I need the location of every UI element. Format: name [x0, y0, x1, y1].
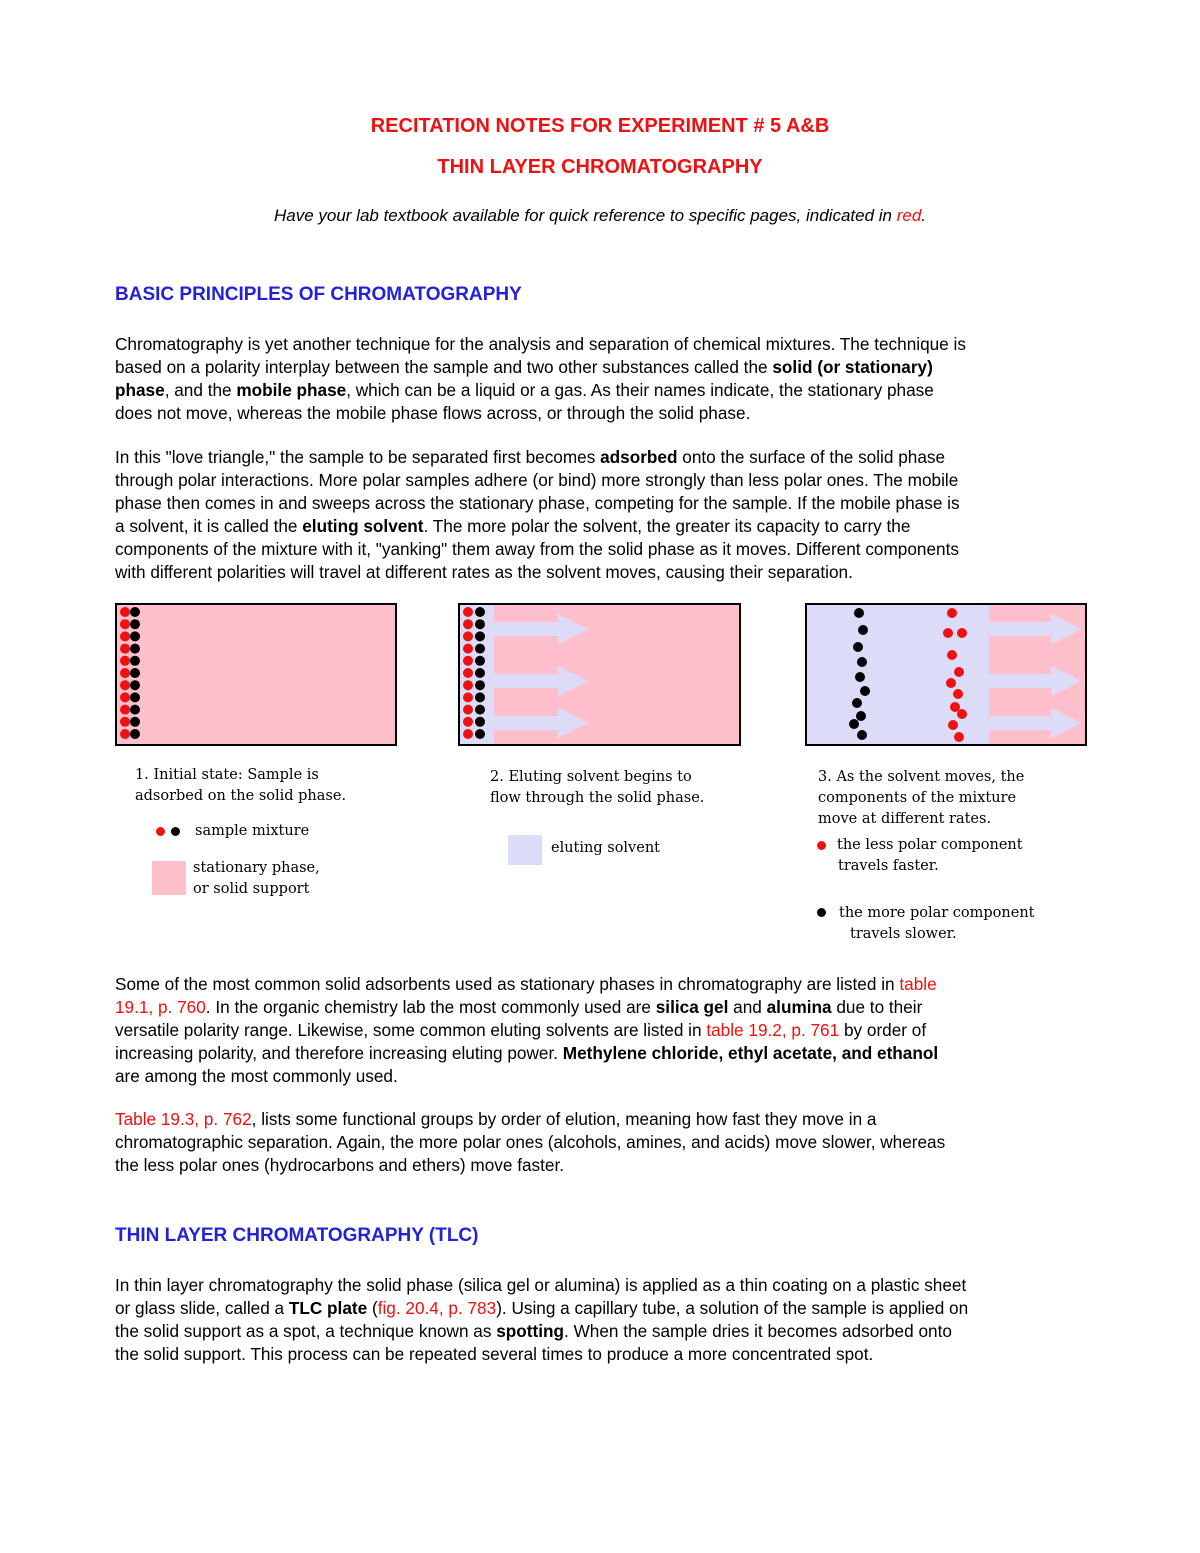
text-line: are among the most commonly used.: [115, 1066, 398, 1086]
sample-dot-black: [130, 644, 140, 654]
reference-note-end: .: [921, 206, 927, 225]
bold-term: spotting: [496, 1321, 565, 1341]
text-span: and: [728, 997, 767, 1017]
section-heading-tlc: THIN LAYER CHROMATOGRAPHY (TLC): [115, 1225, 479, 1246]
text-line: [115, 1019, 1090, 1042]
diagram-panel-solvent-begins: [458, 603, 741, 746]
sample-dot-red: [120, 692, 130, 702]
sample-dot-red: [463, 668, 473, 678]
sample-dot-red: [120, 668, 130, 678]
solvent-flow-arrow: [494, 666, 588, 696]
paragraph-love-triangle: [115, 446, 1090, 584]
caption-line: adsorbed on the solid phase.: [135, 788, 347, 804]
less-polar-dot: [943, 628, 953, 638]
sample-dot-red: [120, 607, 130, 617]
reference-note-red: red: [896, 206, 922, 225]
more-polar-dot: [858, 625, 868, 635]
sample-dot-black: [130, 705, 140, 715]
text-span: onto the surface of the solid phase: [677, 447, 946, 467]
legend-black-dot-icon: [171, 827, 180, 836]
text-line: [115, 446, 1090, 469]
sample-dot-red: [120, 631, 130, 641]
text-line: [115, 379, 1090, 402]
text-line: with different polarities will travel at different rates as the solvent moves, causing their separation.: [115, 562, 853, 582]
sample-dot-red: [120, 680, 130, 690]
caption-line: 3. As the solvent moves, the: [818, 769, 1025, 785]
diagram-panel-initial-state: [115, 603, 397, 746]
bold-term: eluting solvent: [302, 516, 424, 536]
caption-line: components of the mixture: [818, 790, 1017, 806]
sample-dot-black: [475, 729, 485, 739]
text-span: due to their: [831, 997, 923, 1017]
more-polar-dot: [856, 711, 866, 721]
sample-dot-black: [130, 680, 140, 690]
sample-dot-red: [120, 644, 130, 654]
legend-stationary-phase: [193, 858, 320, 900]
caption-line: move at different rates.: [818, 811, 992, 827]
more-polar-dot: [849, 719, 859, 729]
sample-dot-red: [463, 607, 473, 617]
sample-dot-black: [475, 717, 485, 727]
sample-dot-black: [130, 656, 140, 666]
sample-dot-black: [475, 692, 485, 702]
legend-line: travels slower.: [850, 926, 957, 942]
sample-dot-red: [463, 644, 473, 654]
sample-dot-black: [130, 692, 140, 702]
bold-term: mobile phase: [236, 380, 347, 400]
legend-sample-mixture: sample mixture: [195, 823, 310, 839]
sample-dot-black: [130, 729, 140, 739]
caption-line: 1. Initial state: Sample is: [135, 767, 319, 783]
sample-dot-red: [120, 656, 130, 666]
sample-dot-black: [130, 717, 140, 727]
sample-dot-red: [463, 656, 473, 666]
sample-dot-black: [130, 668, 140, 678]
text-line: components of the mixture with it, "yanking" them away from the solid phase as it moves. Different components: [115, 539, 959, 559]
page-reference: fig. 20.4, p. 783: [377, 1298, 497, 1318]
more-polar-dot: [853, 642, 863, 652]
sample-dot-black: [475, 607, 485, 617]
sample-dot-black: [475, 705, 485, 715]
sample-dot-red: [120, 729, 130, 739]
text-line: [115, 996, 1090, 1019]
bold-term: silica gel: [655, 997, 729, 1017]
text-span: ). Using a capillary tube, a solution of the sample is applied on: [496, 1298, 969, 1318]
sample-dot-black: [130, 631, 140, 641]
legend-line: stationary phase,: [193, 860, 320, 876]
text-span: , which can be a liquid or a gas. As their names indicate, the stationary phase: [346, 380, 934, 400]
text-span: , and the: [164, 380, 237, 400]
paragraph-intro: [115, 333, 1090, 425]
less-polar-dot: [953, 689, 963, 699]
text-span: based on a polarity interplay between the sample and two other substances called the: [115, 357, 773, 377]
sample-dot-red: [463, 631, 473, 641]
paragraph-elution-order: [115, 1108, 1090, 1177]
page-reference: Table 19.3, p. 762: [115, 1109, 252, 1129]
sample-dot-red: [463, 717, 473, 727]
text-span: Some of the most common solid adsorbents used as stationary phases in chromatography are listed in: [115, 974, 900, 994]
sample-dot-red: [463, 619, 473, 629]
document-subtitle: THIN LAYER CHROMATOGRAPHY: [437, 156, 763, 178]
more-polar-dot: [857, 730, 867, 740]
text-line: phase then comes in and sweeps across the stationary phase, competing for the sample. If the mobile phase is: [115, 493, 960, 513]
legend-line: travels faster.: [838, 858, 939, 874]
bold-term: phase: [115, 380, 165, 400]
legend-line: the more polar component: [839, 905, 1035, 921]
text-line: does not move, whereas the mobile phase flows across, or through the solid phase.: [115, 403, 751, 423]
sample-dot-red: [120, 619, 130, 629]
solvent-flow-arrow: [494, 614, 588, 644]
solvent-flow-arrow: [494, 708, 588, 738]
bold-term: adsorbed: [600, 447, 678, 467]
sample-dot-red: [463, 692, 473, 702]
diagram-panel-separation: [805, 603, 1087, 746]
caption-2: [490, 767, 704, 809]
less-polar-dot: [947, 608, 957, 618]
text-line: [115, 356, 1090, 379]
sample-dot-black: [130, 607, 140, 617]
paragraph-tlc-intro: [115, 1274, 1090, 1366]
text-line: chromatographic separation. Again, the more polar ones (alcohols, amines, and acids) move slower, whereas: [115, 1132, 946, 1152]
less-polar-dot: [954, 667, 964, 677]
legend-less-polar-dot-icon: [817, 841, 826, 850]
page-reference: table: [899, 974, 937, 994]
sample-dot-black: [475, 631, 485, 641]
caption-3: [818, 767, 1024, 830]
text-span: versatile polarity range. Likewise, some common eluting solvents are listed in: [115, 1020, 707, 1040]
legend-line: or solid support: [193, 881, 310, 897]
more-polar-dot: [860, 686, 870, 696]
section-heading-basic-principles: BASIC PRINCIPLES OF CHROMATOGRAPHY: [115, 284, 522, 305]
text-span: . In the organic chemistry lab the most commonly used are: [205, 997, 656, 1017]
reference-note-text: Have your lab textbook available for quick reference to specific pages, indicated in: [273, 206, 897, 225]
less-polar-dot: [954, 732, 964, 742]
sample-dot-red: [120, 717, 130, 727]
sample-dot-black: [475, 619, 485, 629]
text-span: a solvent, it is called the: [115, 516, 303, 536]
bold-term: solid (or stationary): [772, 357, 933, 377]
more-polar-dot: [855, 672, 865, 682]
text-span: . The more polar the solvent, the greater its capacity to carry the: [423, 516, 911, 536]
bold-term: alumina: [766, 997, 832, 1017]
legend-less-polar: [837, 835, 1023, 877]
panel-2-graphic: [460, 605, 741, 746]
reference-note: [0, 206, 1200, 226]
sample-dot-red: [463, 680, 473, 690]
text-line: [115, 973, 1090, 996]
text-span: (: [367, 1298, 378, 1318]
sample-dot-black: [475, 680, 485, 690]
document-title: RECITATION NOTES FOR EXPERIMENT # 5 A&B: [370, 115, 830, 137]
less-polar-dot: [946, 678, 956, 688]
text-line: [115, 1320, 1090, 1343]
legend-red-dot-icon: [156, 827, 165, 836]
text-span: by order of: [839, 1020, 927, 1040]
more-polar-dot: [854, 608, 864, 618]
sample-dot-red: [463, 705, 473, 715]
bold-term: Methylene chloride, ethyl acetate, and ethanol: [562, 1043, 939, 1063]
text-span: . When the sample dries it becomes adsorbed onto: [564, 1321, 952, 1341]
legend-more-polar-dot-icon: [817, 908, 826, 917]
less-polar-dot: [957, 628, 967, 638]
bold-term: TLC plate: [288, 1298, 368, 1318]
sample-dot-black: [130, 619, 140, 629]
paragraph-adsorbents: [115, 973, 1090, 1088]
less-polar-dot: [957, 709, 967, 719]
sample-dot-black: [475, 668, 485, 678]
less-polar-dot: [947, 650, 957, 660]
sample-dot-red: [463, 729, 473, 739]
sample-dot-black: [475, 644, 485, 654]
text-line: [115, 515, 1090, 538]
caption-1: [135, 765, 346, 807]
text-line: In thin layer chromatography the solid phase (silica gel or alumina) is applied as a thin coating on a plastic sheet: [115, 1275, 967, 1295]
text-line: through polar interactions. More polar samples adhere (or bind) more strongly than less polar ones. The mobile: [115, 470, 959, 490]
legend-solvent-swatch: [508, 835, 542, 865]
text-line: [115, 1042, 1090, 1065]
text-span: or glass slide, called a: [115, 1298, 289, 1318]
text-line: [115, 1297, 1090, 1320]
caption-line: flow through the solid phase.: [490, 790, 705, 806]
legend-eluting-solvent: eluting solvent: [551, 840, 660, 856]
legend-line: the less polar component: [837, 837, 1023, 853]
text-line: [115, 1108, 1090, 1131]
sample-dot-black: [475, 656, 485, 666]
panel-1-graphic: [117, 605, 397, 746]
text-line: the solid support. This process can be repeated several times to produce a more concentrated spot.: [115, 1344, 874, 1364]
panel-3-graphic: [807, 605, 1087, 746]
legend-stationary-swatch: [152, 861, 186, 895]
text-line: the less polar ones (hydrocarbons and ethers) move faster.: [115, 1155, 565, 1175]
more-polar-dot: [852, 698, 862, 708]
text-span: increasing polarity, and therefore increasing eluting power.: [115, 1043, 563, 1063]
text-span: In this "love triangle," the sample to be separated first becomes: [115, 447, 601, 467]
page-reference: table 19.2, p. 761: [706, 1020, 840, 1040]
text-span: , lists some functional groups by order of elution, meaning how fast they move in a: [251, 1109, 877, 1129]
caption-line: 2. Eluting solvent begins to: [490, 769, 692, 785]
sample-dot-red: [120, 705, 130, 715]
legend-more-polar: [839, 903, 1035, 945]
less-polar-dot: [948, 720, 958, 730]
page-reference: 19.1, p. 760: [115, 997, 206, 1017]
more-polar-dot: [857, 657, 867, 667]
text-span: the solid support as a spot, a technique known as: [115, 1321, 497, 1341]
text-line: Chromatography is yet another technique for the analysis and separation of chemical mixtures. The technique is: [115, 334, 966, 354]
